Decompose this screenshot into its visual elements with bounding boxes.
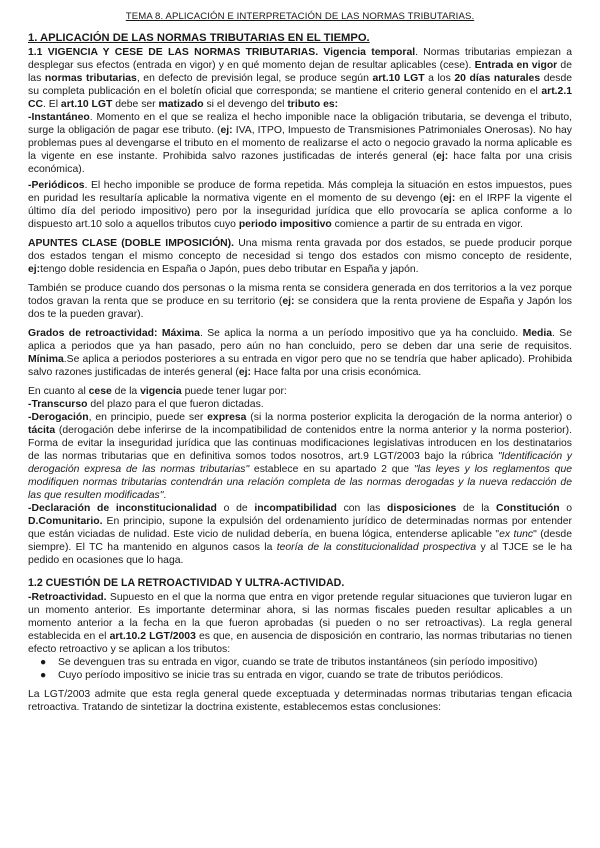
cese-paragraph: En cuanto al cese de la vigencia puede tener lugar por: xyxy=(28,386,287,397)
list-item: ● Se devenguen tras su entrada en vigor, cuando se trate de tributos instantáneos (sin período impositivo) xyxy=(40,657,538,668)
inconstitucionalidad-label: -Declaración de inconstitucionalidad xyxy=(28,503,217,514)
transcurso-paragraph: -Transcurso del plazo para el que fueron dictadas. xyxy=(28,399,264,410)
instantaneo-paragraph: -Instantáneo. Momento en el que se realiza el hecho imponible nace la obligación tributaria, se devenga el tributo, surge la obligación de pagar ese tributo. (ej: IVA, ITPO, Impuesto de Transmisiones Patrimoniales Onerosas). No hay problemas pues al devengarse el tributo en el momento de realizarse el acto o negocio gravado la norma aplicable es la vigente en ese instante. Prohibida salvo razones justificadas de interés general (ej: hace falta por una crisis económica). xyxy=(28,112,573,175)
retroactividad-paragraph: -Retroactividad. Supuesto en el que la norma que entra en vigor pretende regular situaciones que tuvieron lugar en un momento anterior. Es importante determinar ahora, si las normas fiscales pueden resultar aplicables a un momento anterior a la fecha en la que fueron aprobadas (si pueden o no ser retroactivas). La regla general establecida en el art.10.2 LGT/2003 es que, en ausencia de disposición en contrario, las normas tributarias no tienen efecto retroactivo y se aplican a los tributos: xyxy=(28,592,573,655)
document-header: TEMA 8. APLICACIÓN E INTERPRETACIÓN DE LAS NORMAS TRIBUTARIAS. xyxy=(125,11,475,22)
instantaneo-label: -Instantáneo xyxy=(28,112,90,123)
bullet-icon: ● xyxy=(40,657,47,668)
periodicos-paragraph: -Periódicos. El hecho imponible se produce de forma repetida. Más compleja la situación en estos impuestos, pues en puridad les resultaría aplicable la normativa vigente en el momento de su devengo (ej: en el IRPF la vigente el último día del periodo impositivo) pero por la inseguridad jurídica que ello provocaría se aplica conforme a lo dispuesto art.10 solo a aquellos tributos cuyo periodo impositivo comience a partir de su entrada en vigor. xyxy=(28,180,572,230)
closing-paragraph: La LGT/2003 admite que esta regla general quede exceptuada y determinadas normas tributarias tengan eficacia retroactiva. Tratando de sintetizar la doctrina existente, establecemos estas conclusiones: xyxy=(28,689,572,713)
inconstitucionalidad-paragraph: -Declaración de inconstitucionalidad o de incompatibilidad con las disposiciones de la Constitución o D.Comunitario. En principio, supone la expulsión del ordenamiento jurídico de determinadas normas por entender que están viciadas de nulidad. Este vicio de nulidad debería, en buena lógica, entenderse aplicable "ex tunc" (desde siempre). El TC ha mantenido en algunos casos la teoría de la constitucionalidad prospectiva y al TJCE se le ha pedido en ocasiones que lo haga. xyxy=(28,503,573,566)
document-page xyxy=(28,8,572,714)
bullet-icon: ● xyxy=(40,670,47,681)
retroactividad-list xyxy=(28,656,572,682)
list-item: ● Cuyo período impositivo se inicie tras su entrada en vigor, cuando se trate de tributos periódicos. xyxy=(40,670,504,681)
periodicos-label: -Periódicos xyxy=(28,180,85,191)
section-1-2-title: 1.2 CUESTIÓN DE LA RETROACTIVIDAD Y ULTRA-ACTIVIDAD. xyxy=(28,577,345,589)
retroactividad-label: -Retroactividad. xyxy=(28,592,107,603)
vigencia-heading: 1.1 VIGENCIA Y CESE DE LAS NORMAS TRIBUTARIAS. Vigencia temporal xyxy=(28,47,416,58)
vigencia-paragraph: 1.1 VIGENCIA Y CESE DE LAS NORMAS TRIBUTARIAS. Vigencia temporal. Normas tributarias empiezan a desplegar sus efectos (entrada en vigor) y en qué momento dejan de resultar aplicables (cese). Entrada en vigor de las normas tributarias, en defecto de previsión legal, se produce según art.10 LGT a los 20 días naturales desde su completa publicación en el boletín oficial que corresponda; se mantiene el criterio general contenido en el art.2.1 CC. El art.10 LGT debe ser matizado si el devengo del tributo es: xyxy=(28,47,573,110)
tambien-paragraph: También se produce cuando dos personas o la misma renta se considera generada en dos territorios a la vez porque todos gravan la renta que se produce en su territorio (ej: se considera que la renta proviene de España y Japón los dos te la pueden gravar). xyxy=(28,283,572,320)
grados-paragraph: Grados de retroactividad: Máxima. Se aplica la norma a un período impositivo que ya ha concluido. Media. Se aplica a periodos que ya han pasado, pero aún no han concluido, pero se deben dar una serie de requisitos. Mínima.Se aplica a periodos posteriores a su entrada en vigor pero que no se tendría que haber aplicado). Prohibida salvo razones justificadas de interés general (ej: Hace falta por una crisis económica. xyxy=(28,328,572,378)
derogacion-paragraph: -Derogación, en principio, puede ser expresa (si la norma posterior explicita la derogación de la norma anterior) o tácita (derogación debe inferirse de la incompatibilidad de contenidos entre la norma anterior y la norma posterior). Forma de evitar la inseguridad jurídica que las continuas modificaciones legislativas introducen en los destinatarios de las normas tributarias que en definitiva somos todos nosotros, art.9 LGT/2003 bajo la rúbrica "Identificación y derogación expresa de las normas tributarias" establece en su apartado 2 que "las leyes y los reglamentos que modifiquen normas tributarias contendrán una relación completa de las normas derogadas y la nueva redacción de las que resulten modificadas". xyxy=(28,412,573,501)
section-1-title: 1. APLICACIÓN DE LAS NORMAS TRIBUTARIAS EN EL TIEMPO. xyxy=(28,32,370,44)
transcurso-label: -Transcurso xyxy=(28,399,88,410)
derogacion-label: -Derogación xyxy=(28,412,89,423)
apuntes-label: APUNTES CLASE (DOBLE IMPOSICIÓN). xyxy=(28,238,235,249)
grados-label: Grados de retroactividad: Máxima xyxy=(28,328,200,339)
apuntes-paragraph: APUNTES CLASE (DOBLE IMPOSICIÓN). Una misma renta gravada por dos estados, se puede producir porque dos estados tengan el mismo concepto de necesidad si tengo dos estados con mismo concepto de residente, ej:tengo doble residencia en España o Japón, pues debo tributar en España y japón. xyxy=(28,238,572,275)
